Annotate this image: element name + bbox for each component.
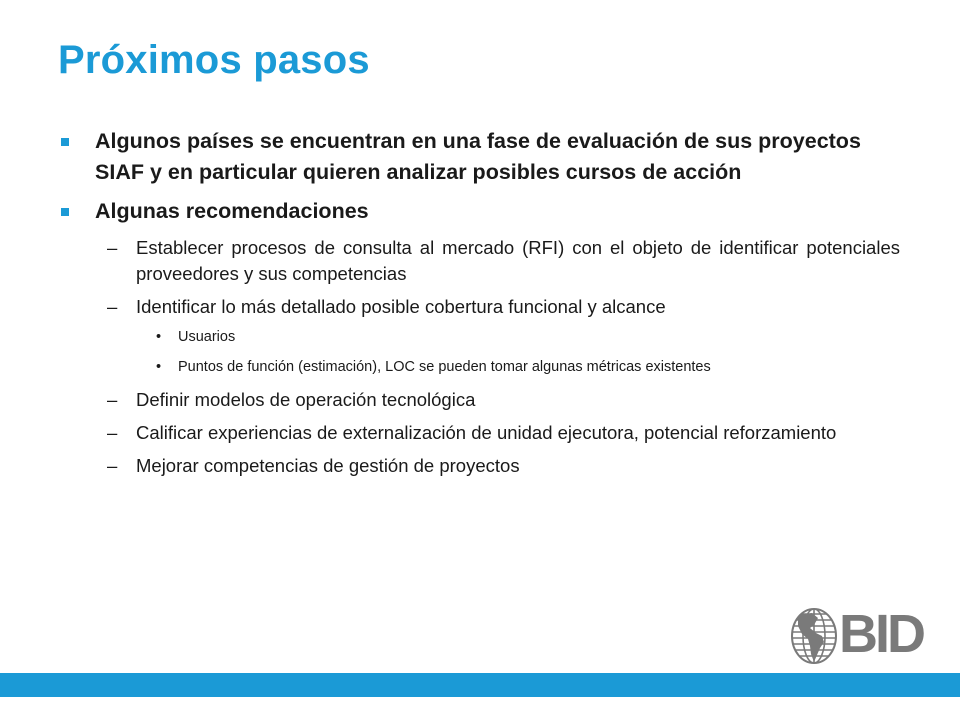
bullet-2 (60, 196, 900, 227)
dash-marker: – (107, 422, 118, 443)
footer-bar (0, 673, 960, 697)
dash-marker: – (107, 455, 118, 476)
bullet-text: Algunos países se encuentran en una fase de evaluación de sus proyectos SIAF y en particular quieren analizar posibles cursos de acción (95, 129, 861, 184)
sub-bullet-4 (60, 420, 900, 446)
bullet-text: Algunas recomendaciones (95, 199, 369, 223)
sub-sub-bullet-text: Usuarios (178, 329, 236, 345)
slide-title: Próximos pasos (58, 38, 370, 82)
square-bullet-icon (61, 208, 69, 216)
sub-sub-bullet-text: Puntos de función (estimación), LOC se pueden tomar algunas métricas existentes (178, 359, 711, 375)
bullet-1 (60, 126, 900, 188)
sub-bullet-1 (60, 235, 900, 287)
sub-bullet-text: Identificar lo más detallado posible cobertura funcional y alcance (136, 296, 666, 317)
dash-marker: – (107, 389, 118, 410)
dash-marker: – (107, 237, 118, 258)
slide-content (60, 126, 900, 486)
square-bullet-icon (61, 138, 69, 146)
sub-bullet-text: Mejorar competencias de gestión de proyectos (136, 455, 520, 476)
sub-sub-bullet-1 (60, 327, 900, 348)
logo-text: BID (839, 604, 923, 664)
sub-bullet-text: Calificar experiencias de externalización de unidad ejecutora, potencial reforzamiento (136, 422, 837, 443)
bid-logo (790, 606, 938, 666)
dot-marker: • (156, 329, 162, 345)
dot-marker: • (156, 359, 162, 375)
dash-marker: – (107, 296, 118, 317)
sub-bullet-text: Definir modelos de operación tecnológica (136, 389, 476, 410)
sub-bullet-3 (60, 387, 900, 413)
globe-icon (790, 606, 840, 666)
sub-bullet-5 (60, 453, 900, 479)
sub-bullet-2 (60, 294, 900, 320)
sub-sub-bullet-2 (60, 357, 900, 378)
sub-bullet-text: Establecer procesos de consulta al mercado (RFI) con el objeto de identificar potenciales proveedores y sus competencias (136, 237, 900, 284)
